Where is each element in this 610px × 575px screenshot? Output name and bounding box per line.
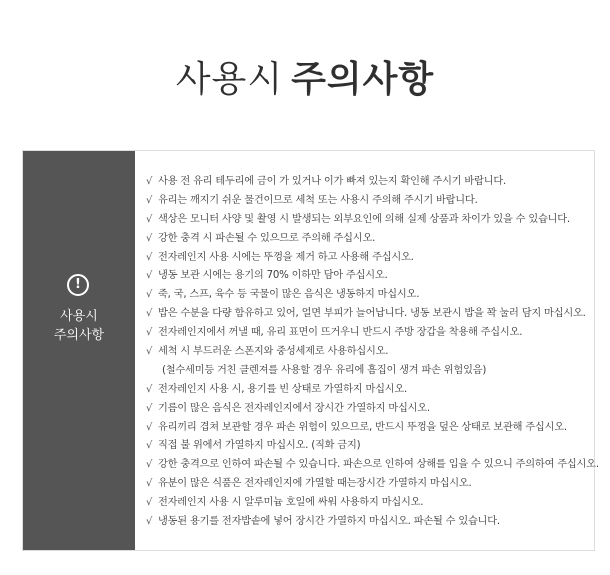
caution-text: 냉동된 용기를 전자밥솥에 넣어 장시간 가열하지 마십시오. 파손될 수 있습니다.: [158, 516, 500, 528]
check-icon: √: [146, 346, 153, 358]
caution-text: 사용 전 유리 테두리에 금이 가 있거나 이가 빠져 있는지 확인해 주시기 바랍니다.: [158, 176, 507, 187]
exclamation-circle-icon: !: [67, 274, 89, 296]
caution-item: [146, 267, 591, 286]
caution-item: [146, 437, 591, 456]
caution-item: [146, 475, 591, 494]
check-icon: √: [146, 251, 153, 263]
check-icon: √: [146, 497, 153, 509]
check-icon: √: [146, 459, 153, 471]
sidebar-label-line1: 사용시: [60, 309, 98, 324]
caution-text: 냉동 보관 시에는 용기의 70% 이하만 담아 주십시오.: [158, 270, 388, 282]
caution-text: 세척 시 부드러운 스폰지와 중성세제로 사용하십시오.: [158, 346, 389, 358]
caution-item: [146, 286, 591, 305]
check-icon: √: [146, 270, 153, 282]
check-icon: √: [146, 327, 153, 339]
caution-item: [146, 249, 591, 268]
check-icon: √: [146, 289, 153, 301]
caution-item: [146, 230, 591, 249]
caution-item: [146, 400, 591, 419]
caution-text: 전자레인지 사용 시 알루미늄 호일에 싸워 사용하지 마십시오.: [158, 497, 424, 509]
caution-text: 강한 충격 시 파손될 수 있으므로 주의해 주십시오.: [158, 232, 376, 244]
check-icon: √: [146, 516, 153, 528]
page-title: [0, 58, 610, 102]
caution-item: [146, 456, 599, 475]
caution-item: [146, 211, 591, 230]
caution-sidebar: [23, 151, 135, 550]
sidebar-label-line2: 주의사항: [53, 328, 105, 343]
check-icon: √: [146, 478, 153, 490]
caution-text: 기름이 많은 음식은 전자레인지에서 장시간 가열하지 마십시오.: [158, 402, 430, 414]
check-icon: √: [146, 308, 153, 320]
caution-text: 직접 불 위에서 가열하지 마십시오. (직화 금지): [158, 440, 361, 452]
caution-item: [146, 513, 591, 532]
caution-item: [146, 381, 591, 400]
caution-item: [146, 494, 591, 513]
page-title-bold: 주의사항: [291, 59, 435, 100]
caution-item: [146, 324, 591, 343]
check-icon: √: [146, 383, 153, 395]
caution-text: 색상은 모니터 사양 및 촬영 시 발생되는 외부요인에 의해 실제 상품과 차이가 있을 수 있습니다.: [158, 213, 570, 225]
caution-text: 유리끼리 겹쳐 보관할 경우 파손 위험이 있으므로, 반드시 뚜껑을 덮은 상태로 보관해 주십시오.: [158, 421, 567, 433]
check-icon: √: [146, 440, 153, 452]
check-icon: √: [146, 402, 153, 414]
caution-text: 죽, 국, 스프, 육수 등 국물이 많은 음식은 냉동하지 마십시오.: [158, 289, 420, 301]
caution-text: 유분이 많은 식품은 전자레인지에 가열할 때는장시간 가열하지 마십시오.: [158, 478, 472, 490]
check-icon: √: [146, 232, 153, 244]
caution-text: 유리는 깨지기 쉬운 물건이므로 세척 또는 사용시 주의해 주시기 바랍니다.: [158, 194, 478, 206]
caution-item: [146, 173, 591, 192]
caution-text: 밥은 수분을 다량 함유하고 있어, 얼면 부피가 늘어납니다. 냉동 보관시 밥을 꽉 눌러 담지 마십시오.: [158, 308, 586, 320]
caution-item: [146, 419, 591, 438]
caution-item: [146, 343, 591, 362]
caution-text: 전자레인지 사용 시, 용기를 빈 상태로 가열하지 마십시오.: [158, 383, 408, 395]
caution-text: 강한 충격으로 인하여 파손될 수 있습니다. 파손으로 인하여 상해를 입을 수 있으니 주의하여 주십시오.: [158, 459, 599, 471]
caution-item: [146, 192, 591, 211]
page-title-light: 사용시: [175, 59, 284, 100]
check-icon: √: [146, 176, 153, 187]
caution-panel: [22, 150, 599, 551]
check-icon: √: [146, 213, 153, 225]
caution-list: [146, 173, 599, 532]
caution-item-continuation: [146, 362, 591, 381]
check-icon: √: [146, 194, 153, 206]
caution-item: [146, 305, 591, 324]
caution-text: 전자레인지에서 꺼낼 때, 유리 표면이 뜨거우니 반드시 주방 장갑을 착용해 주십시오.: [158, 327, 523, 339]
caution-text: (철수세미등 거친 클렌져를 사용할 경우 유리에 흠집이 생겨 파손 위험있음): [162, 364, 487, 376]
caution-text: 전자레인지 사용 시에는 뚜껑을 제거 하고 사용해 주십시오.: [158, 251, 414, 263]
check-icon: √: [146, 421, 153, 433]
